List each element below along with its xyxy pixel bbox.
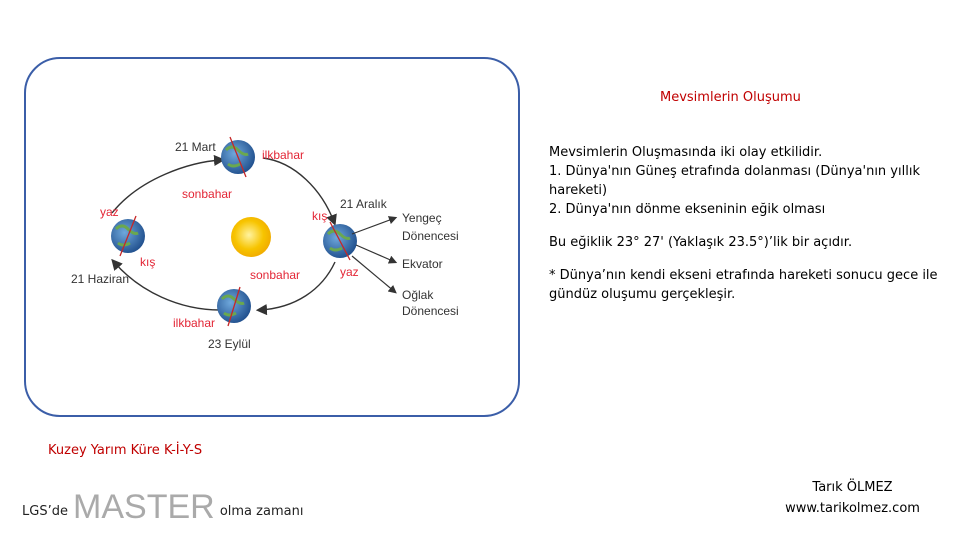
slogan-prefix: LGS’de	[22, 504, 68, 519]
season-december-winter: kış	[312, 209, 328, 223]
slogan-brand: MASTER	[73, 488, 215, 526]
author-website: www.tarikolmez.com	[785, 501, 920, 516]
rotation-note: * Dünya’nın kendi ekseni etrafında hareketi sonucu gece ile gündüz oluşumu gerçekleşir.	[549, 268, 938, 302]
season-center-autumn: sonbahar	[250, 268, 301, 282]
earth-march-icon	[221, 137, 255, 177]
tilt-note: Bu eğiklik 23° 27' (Yaklaşık 23.5°)’lik bir açıdır.	[549, 235, 853, 250]
page-title: Mevsimlerin Oluşumu	[660, 90, 801, 105]
earth-september-icon	[217, 287, 251, 326]
slogan-suffix: olma zamanı	[219, 504, 304, 519]
earth-june-icon	[111, 216, 145, 256]
date-march: 21 Mart	[175, 140, 216, 154]
label-capricorn-1: Oğlak	[402, 288, 434, 302]
slogan	[22, 488, 303, 527]
date-june: 21 Haziran	[71, 272, 130, 286]
orbit	[112, 158, 335, 310]
date-december: 21 Aralık	[340, 197, 387, 211]
season-december-summer: yaz	[340, 265, 359, 279]
sun	[231, 217, 271, 257]
reason-1: 1. Dünya'nın Güneş etrafında dolanması (Dünya'nın yıllık hareketi)	[549, 164, 920, 198]
label-cancer-1: Yengeç	[402, 211, 442, 225]
reason-2: 2. Dünya'nın dönme ekseninin eğik olması	[549, 202, 826, 217]
author-name: Tarık ÖLMEZ	[812, 480, 893, 495]
season-june-summer: yaz	[100, 205, 119, 219]
explanation-text	[549, 143, 944, 304]
season-march-spring: ilkbahar	[262, 148, 305, 162]
earth-december-icon	[323, 222, 357, 260]
intro-line: Mevsimlerin Oluşmasında iki olay etkilidir.	[549, 145, 823, 160]
label-cancer-2: Dönencesi	[402, 229, 459, 243]
season-september-spring: ilkbahar	[173, 316, 216, 330]
hemisphere-label: Kuzey Yarım Küre K-İ-Y-S	[48, 443, 203, 458]
author-block	[770, 477, 935, 519]
label-capricorn-2: Dönencesi	[402, 304, 459, 318]
date-september: 23 Eylül	[208, 337, 251, 351]
season-june-winter: kış	[140, 255, 156, 269]
latitude-arrows	[352, 218, 395, 292]
season-march-autumn: sonbahar	[182, 187, 233, 201]
label-equator: Ekvator	[402, 257, 443, 271]
